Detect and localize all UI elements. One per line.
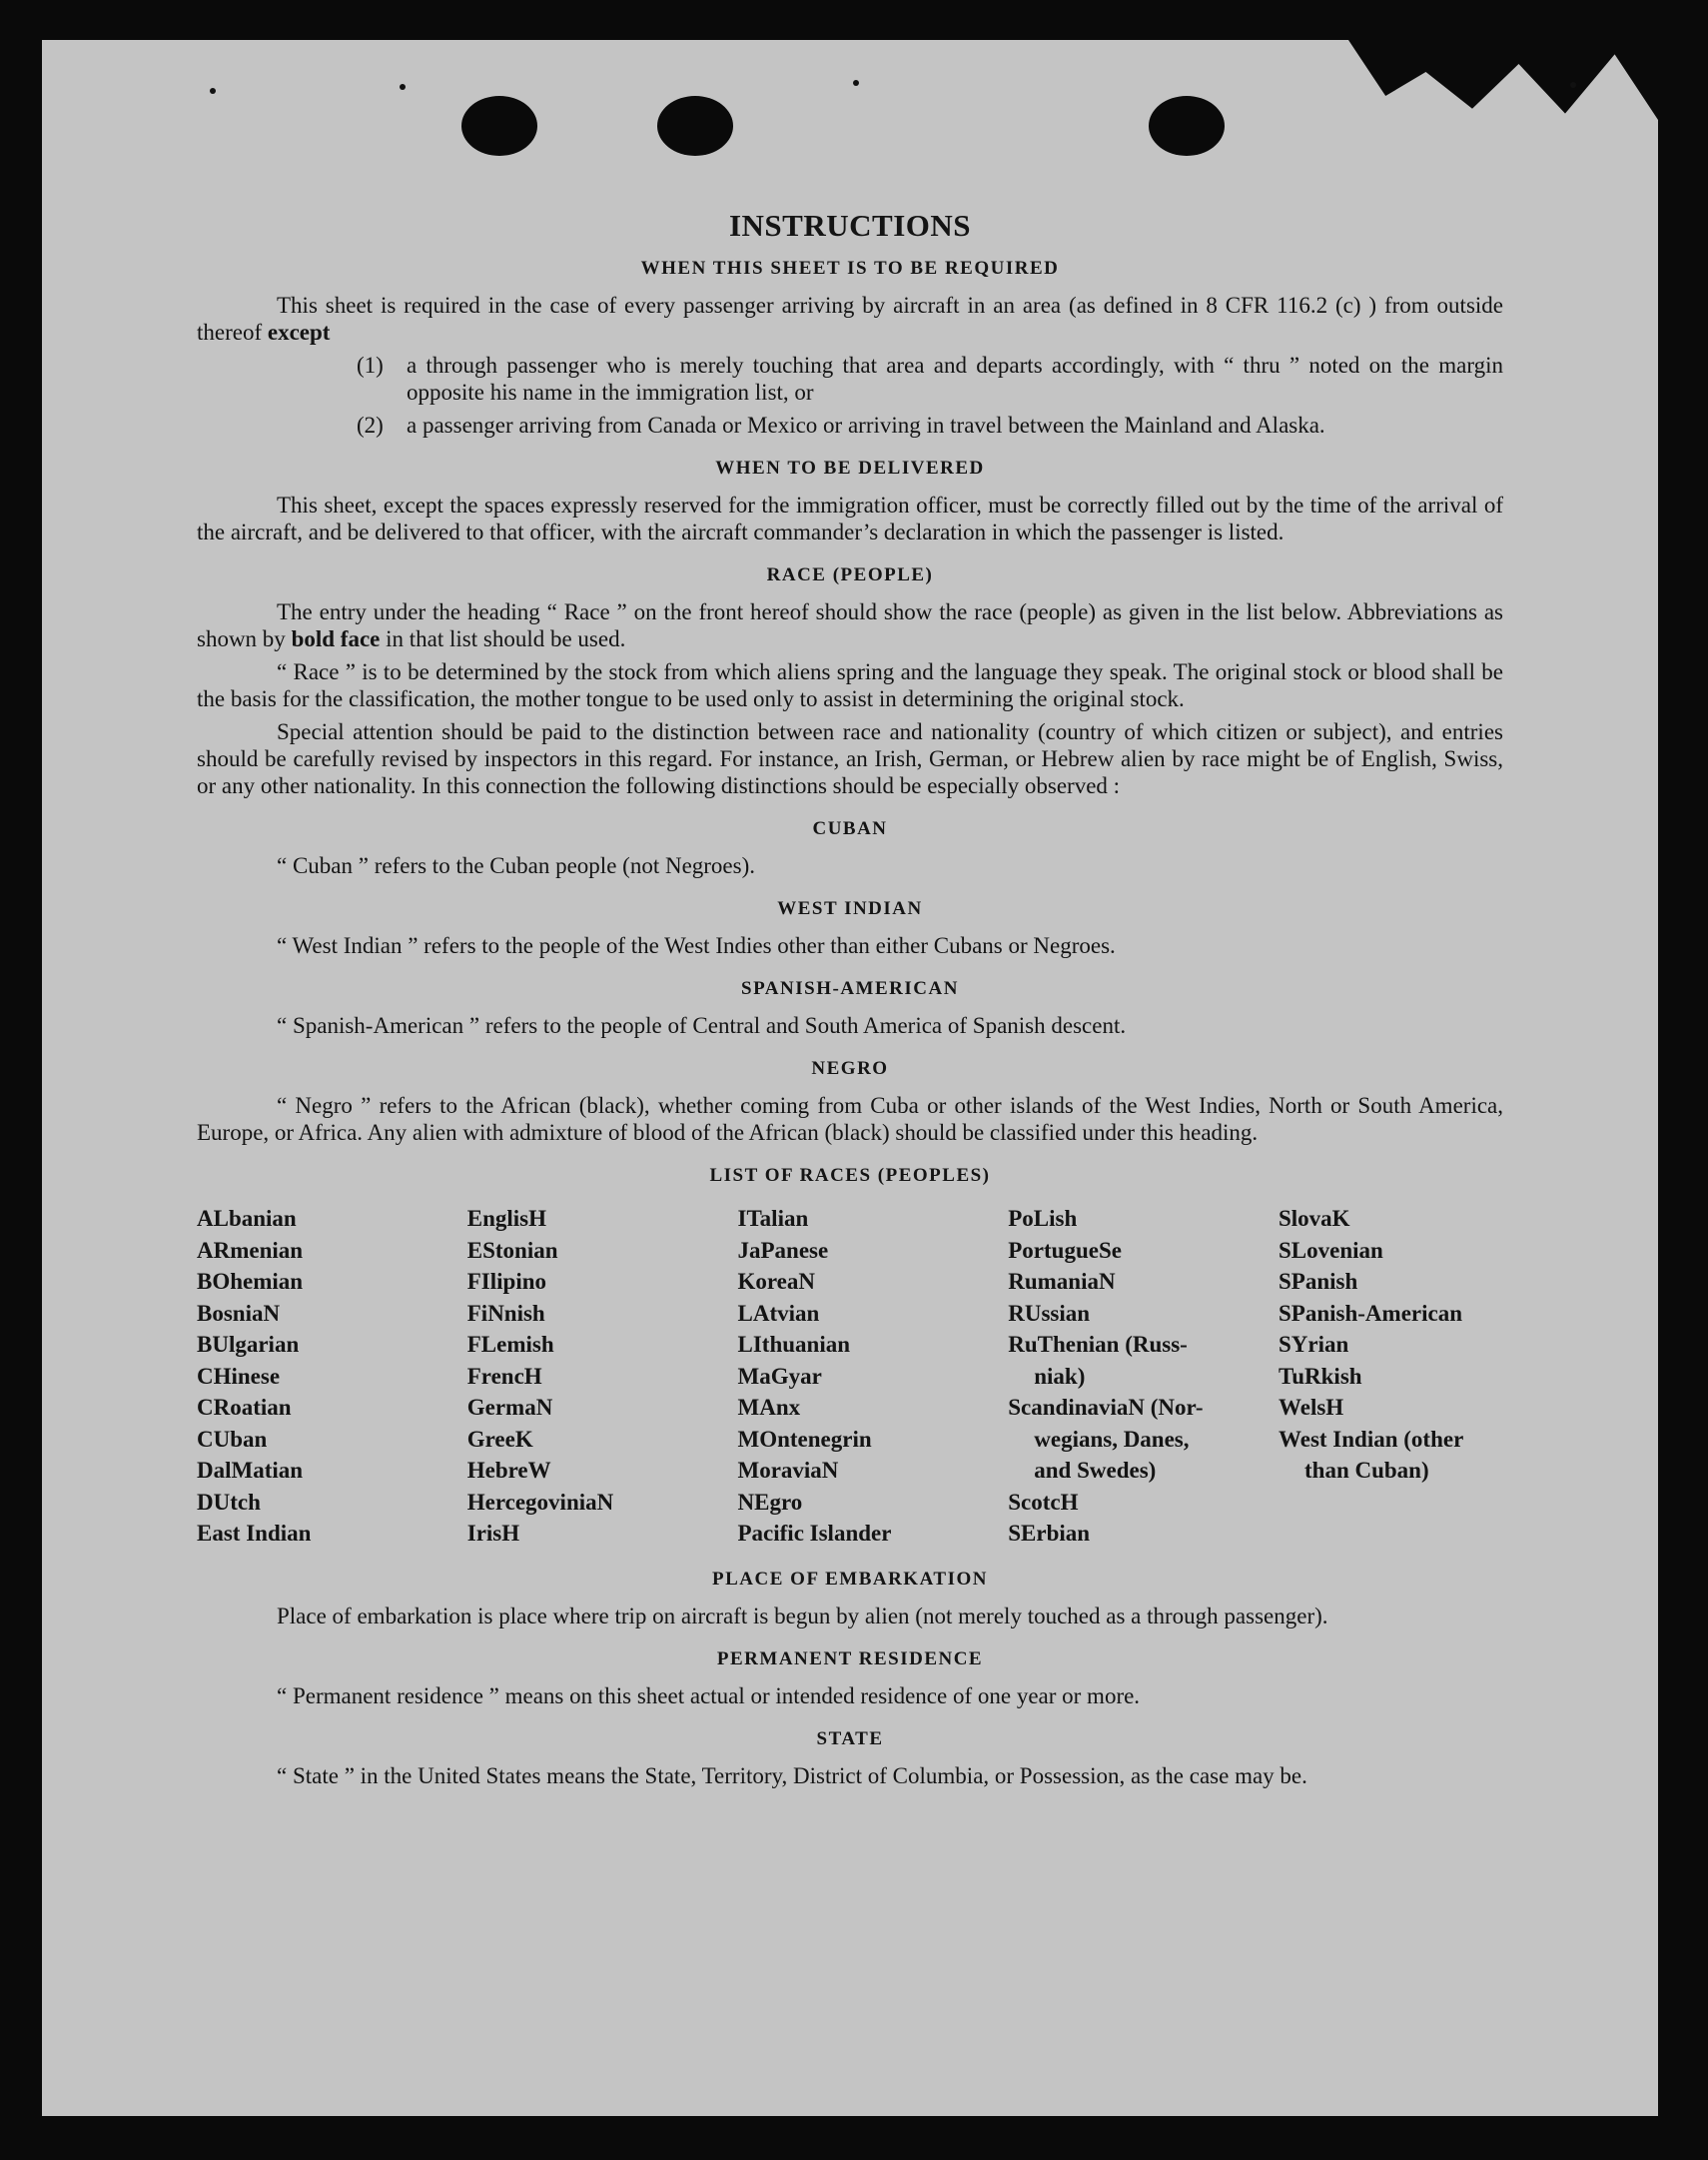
race-paragraph-1: The entry under the heading “ Race ” on the front hereof should show the race (people) as given in the list below. Abbreviations as shown by bold face in that list should be used. [197,599,1503,651]
state-text: “ State ” in the United States means the State, Territory, District of Columbia, or Possession, as the case may be. [277,1762,1307,1788]
race-entry: EnglisH [466,1206,547,1231]
race-entry: HebreW [466,1458,551,1483]
races-column-1 [197,1203,458,1550]
section-heading-races: LIST OF RACES (PEOPLES) [709,1165,991,1186]
race-entry: FLemish [466,1332,554,1357]
speck [853,80,859,86]
race-entry: NEgro [737,1489,803,1515]
bold-face-label: bold face [291,626,381,651]
section-heading-negro: NEGRO [811,1058,889,1079]
race-entry: RumaniaN [1008,1269,1116,1294]
race-entry: WelsH [1279,1395,1344,1420]
section-heading-delivered: WHEN TO BE DELIVERED [715,458,985,479]
required-item-1: (1) a through passenger who is merely touching that area and departs accordingly, with “ thru ” noted on the margin opposite his name in the immigration list, or [357,353,1503,405]
race-entry: IrisH [466,1521,520,1546]
race-entry: MaGyar [737,1363,822,1389]
race-entry: DalMatian [197,1458,304,1483]
race-entry: CHinese [197,1363,281,1389]
race-entry: SErbian [1008,1521,1091,1546]
punch-hole [657,96,733,156]
punch-hole [461,96,537,156]
race-entry: RUssian [1008,1300,1091,1326]
race-entry: SPanish-American [1279,1300,1462,1326]
race-entry: CRoatian [197,1395,292,1420]
race-entry: FIlipino [466,1269,547,1294]
punch-hole [1149,96,1225,156]
section-heading-residence: PERMANENT RESIDENCE [716,1647,984,1669]
race-entry: GreeK [466,1426,533,1452]
cuban-text: “ Cuban ” refers to the Cuban people (not Negroes). [277,853,756,878]
required-item-2: (2) a passenger arriving from Canada or Mexico or arriving in travel between the Mainland and Alaska. [357,413,1325,438]
race-entry: ScandinaviaN (Nor- [1008,1395,1204,1420]
embarkation-text: Place of embarkation is place where trip on aircraft is begun by alien (not merely touched as a through passenger). [277,1603,1328,1628]
torn-corner [1348,40,1658,120]
section-heading-cuban: CUBAN [812,818,888,839]
section-heading-west-indian: WEST INDIAN [777,898,923,919]
race-entry: FrencH [466,1363,542,1389]
residence-text: “ Permanent residence ” means on this sheet actual or intended residence of one year or more. [277,1682,1141,1708]
race-entry: CUban [197,1426,268,1452]
races-column-4 [1008,1203,1270,1550]
delivered-text: This sheet, except the spaces expressly reserved for the immigration officer, must be correctly filled out by the time of the arrival of the aircraft, and be delivered to that officer, with the aircraft commander’s declaration in which the passenger is listed. [197,493,1503,544]
west-indian-text: “ West Indian ” refers to the people of the West Indies other than either Cubans or Negroes. [277,933,1116,958]
race-entry: PoLish [1008,1206,1078,1231]
section-heading-spanish-american: SPANISH-AMERICAN [741,978,959,999]
spanish-american-text: “ Spanish-American ” refers to the people of Central and South America of Spanish descent. [277,1013,1127,1038]
section-heading-required: WHEN THIS SHEET IS TO BE REQUIRED [640,258,1060,279]
race-entry: RuThenian (Russ- [1008,1332,1188,1357]
race-entry: FiNnish [466,1300,545,1326]
required-intro: This sheet is required in the case of every passenger arriving by aircraft in an area (as defined in 8 CFR 116.2 (c) ) from outside thereof except [197,293,1503,345]
race-entry: West Indian (other [1279,1426,1464,1452]
race-entry: SLovenian [1279,1237,1383,1263]
required-except: except [267,320,331,345]
section-heading-embarkation: PLACE OF EMBARKATION [712,1568,988,1590]
races-column-2 [467,1203,729,1550]
race-entry: ARmenian [197,1237,304,1263]
race-entry: SYrian [1279,1332,1349,1357]
races-column-3 [738,1203,1000,1550]
race-entry: HercegoviniaN [466,1489,614,1515]
race-entry: GermaN [466,1395,553,1420]
races-column-5 [1279,1203,1503,1550]
race-entry: LIthuanian [737,1332,851,1357]
race-entry: KoreaN [737,1269,816,1294]
race-paragraph-3: Special attention should be paid to the distinction between race and nationality (country of which citizen or subject), and entries should be carefully revised by inspectors in this regard. For instance, an Irish, German, or Hebrew alien by race might be of English, Swiss, or any other nationality. In this connection the following distinctions should be especially observed : [197,719,1503,798]
page-title: INSTRUCTIONS [728,208,971,243]
race-entry-continued: than Cuban) [1304,1458,1429,1483]
race-entry-continued: and Swedes) [1034,1458,1157,1483]
race-entry: MAnx [737,1395,801,1420]
race-entry: ALbanian [197,1206,297,1231]
race-entry: PortugueSe [1008,1237,1122,1263]
race-entry: LAtvian [737,1300,820,1326]
race-entry: DUtch [197,1489,261,1515]
race-entry: BUlgarian [197,1332,300,1357]
race-entry: SPanish [1279,1269,1358,1294]
negro-text: “ Negro ” refers to the African (black), whether coming from Cuba or other islands of the West Indies, North or South America, Europe, or Africa. Any alien with admixture of blood of the African (black) should be classified under this heading. [197,1093,1503,1145]
speck [1570,82,1576,88]
race-entry: BOhemian [197,1269,304,1294]
race-entry: ScotcH [1008,1489,1079,1515]
section-heading-race: RACE (PEOPLE) [766,564,934,585]
race-entry: MoraviaN [737,1458,839,1483]
section-heading-state: STATE [816,1727,884,1749]
race-paragraph-2: “ Race ” is to be determined by the stock from which aliens spring and the language they speak. The original stock or blood shall be the basis for the classification, the mother tongue to be used only to assist in determining the original stock. [197,659,1503,711]
race-entry-continued: wegians, Danes, [1034,1426,1190,1452]
instructions-content [197,172,1503,1795]
race-entry: TuRkish [1279,1363,1362,1389]
speck [400,84,406,90]
speck [210,88,216,94]
document-sheet [42,40,1658,2116]
race-entry-continued: niak) [1034,1363,1086,1389]
race-entry: MOntenegrin [737,1426,872,1452]
race-entry: Pacific Islander [737,1521,892,1546]
race-entry: ITalian [737,1206,809,1231]
race-entry: EStonian [466,1237,558,1263]
race-entry: BosniaN [197,1300,281,1326]
race-entry: JaPanese [737,1237,829,1263]
races-list [197,1203,1503,1550]
race-entry: East Indian [197,1521,312,1546]
race-entry: SlovaK [1279,1206,1350,1231]
